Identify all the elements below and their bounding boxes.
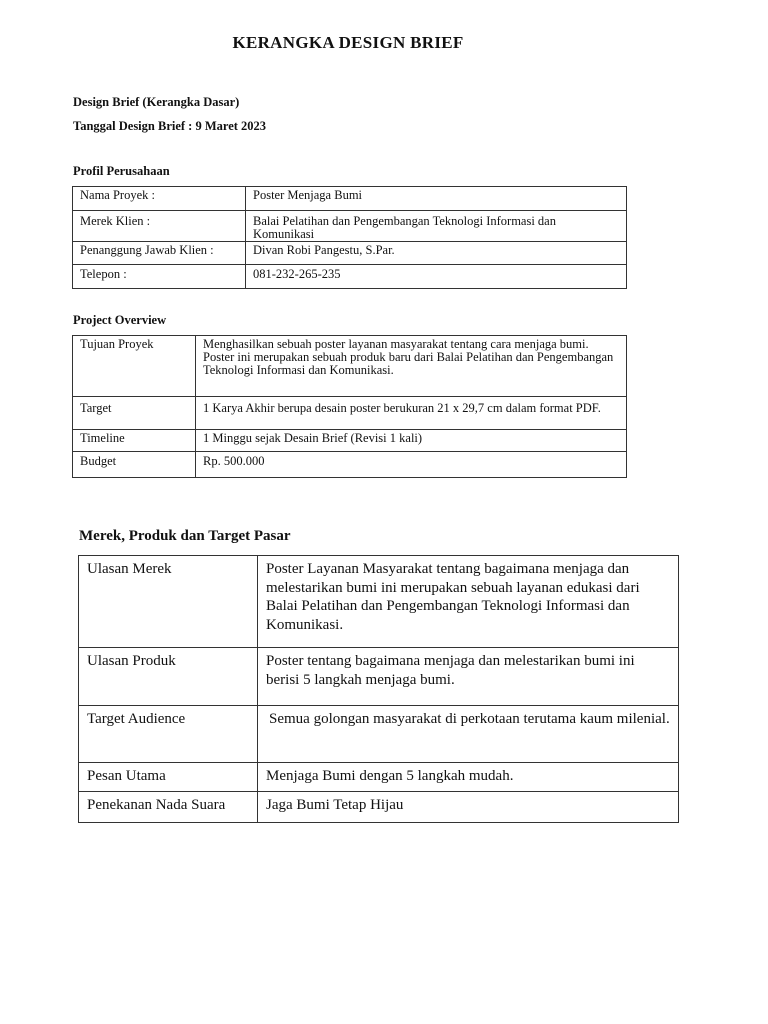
overview-table <box>72 335 627 478</box>
profil-table <box>72 186 627 289</box>
merek-value-cell: Semua golongan masyarakat di perkotaan terutama kaum milenial. <box>258 706 679 763</box>
profil-value-cell: Divan Robi Pangestu, S.Par. <box>246 242 627 265</box>
table-row <box>79 763 679 792</box>
document-date: Tanggal Design Brief : 9 Maret 2023 <box>73 119 267 133</box>
merek-value-cell: Jaga Bumi Tetap Hijau <box>258 792 679 823</box>
table-row <box>73 336 627 397</box>
overview-label-cell: Target <box>73 397 196 430</box>
profil-label-cell: Merek Klien : <box>73 211 246 242</box>
overview-label-cell: Timeline <box>73 430 196 452</box>
merek-label-cell: Ulasan Produk <box>79 648 258 706</box>
table-row <box>73 452 627 478</box>
table-row <box>73 430 627 452</box>
profil-label-cell: Nama Proyek : <box>73 187 246 211</box>
document-subtitle: Design Brief (Kerangka Dasar) <box>73 95 240 109</box>
table-row <box>79 648 679 706</box>
overview-label-cell: Tujuan Proyek <box>73 336 196 397</box>
table-row <box>73 397 627 430</box>
merek-table <box>78 555 679 823</box>
table-row <box>79 706 679 763</box>
overview-label-cell: Budget <box>73 452 196 478</box>
merek-value-cell: Poster Layanan Masyarakat tentang bagaimana menjaga dan melestarikan bumi ini merupakan sebuah layanan edukasi dari Balai Pelatihan dan Pengembangan Teknologi Informasi dan Komunikasi. <box>258 556 679 648</box>
merek-label-cell: Pesan Utama <box>79 763 258 792</box>
table-row <box>73 242 627 265</box>
document-title: KERANGKA DESIGN BRIEF <box>232 33 464 52</box>
section-heading-overview: Project Overview <box>73 313 167 327</box>
overview-value-cell: Rp. 500.000 <box>196 452 627 478</box>
overview-value-cell: 1 Karya Akhir berupa desain poster berukuran 21 x 29,7 cm dalam format PDF. <box>196 397 627 430</box>
merek-label-cell: Ulasan Merek <box>79 556 258 648</box>
merek-label-cell: Target Audience <box>79 706 258 763</box>
profil-label-cell: Penanggung Jawab Klien : <box>73 242 246 265</box>
table-row <box>79 556 679 648</box>
table-row <box>73 187 627 211</box>
section-heading-merek: Merek, Produk dan Target Pasar <box>79 528 291 544</box>
section-heading-profil: Profil Perusahaan <box>73 164 170 178</box>
table-row <box>79 792 679 823</box>
profil-value-cell: Balai Pelatihan dan Pengembangan Teknologi Informasi dan Komunikasi <box>246 211 627 242</box>
table-row <box>73 211 627 242</box>
merek-value-cell: Menjaga Bumi dengan 5 langkah mudah. <box>258 763 679 792</box>
profil-value-cell: Poster Menjaga Bumi <box>246 187 627 211</box>
merek-label-cell: Penekanan Nada Suara <box>79 792 258 823</box>
profil-value-cell: 081-232-265-235 <box>246 265 627 289</box>
overview-value-cell: Menghasilkan sebuah poster layanan masyarakat tentang cara menjaga bumi. Poster ini merupakan sebuah produk baru dari Balai Pelatihan dan Pengembangan Teknologi Informasi dan Komunikasi. <box>196 336 627 397</box>
profil-label-cell: Telepon : <box>73 265 246 289</box>
merek-value-cell: Poster tentang bagaimana menjaga dan melestarikan bumi ini berisi 5 langkah menjaga bumi. <box>258 648 679 706</box>
overview-value-cell: 1 Minggu sejak Desain Brief (Revisi 1 kali) <box>196 430 627 452</box>
table-row <box>73 265 627 289</box>
